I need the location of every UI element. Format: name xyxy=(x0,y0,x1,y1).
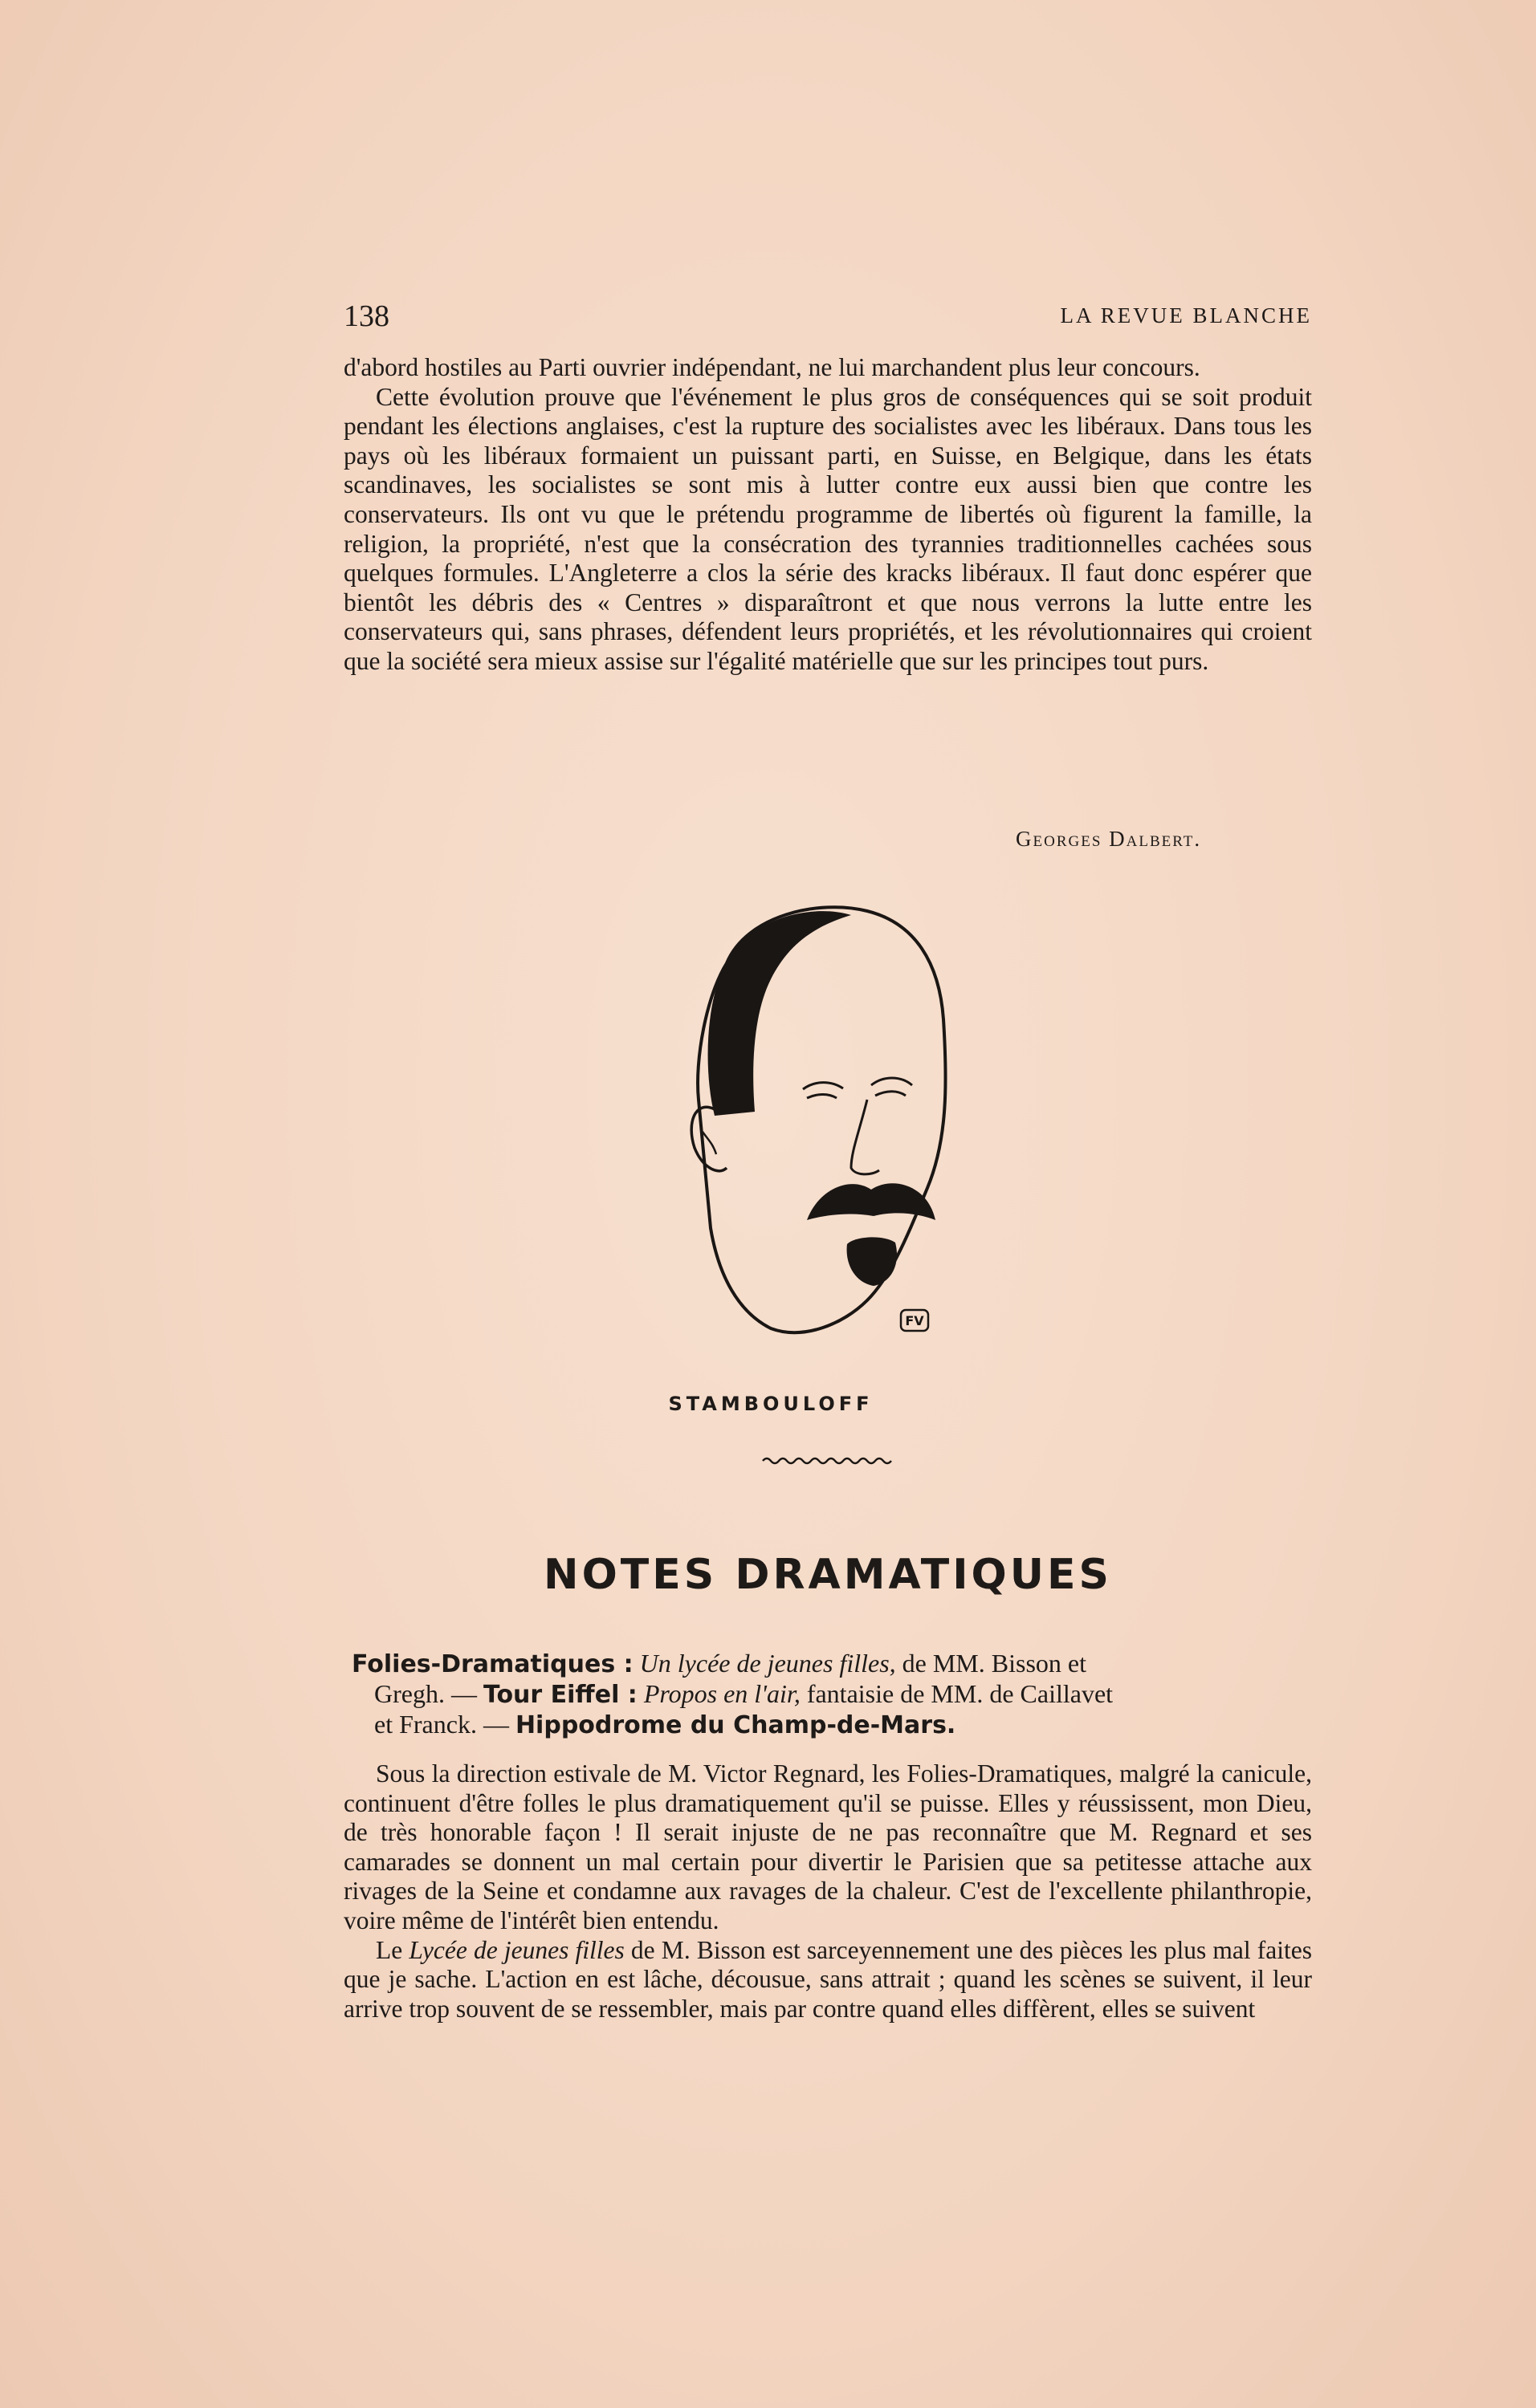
program-text: Gregh. — xyxy=(374,1679,483,1708)
paragraph: d'abord hostiles au Parti ouvrier indépendant, ne lui marchandent plus leur concours. xyxy=(344,353,1200,381)
program-line xyxy=(352,1679,1312,1710)
notes-body xyxy=(344,1759,1312,2024)
page-number: 138 xyxy=(344,299,389,333)
program-text: fantaisie de MM. de Caillavet xyxy=(800,1679,1114,1708)
paragraph: Cette évolution prouve que l'événement le plus gros de conséquences qui se soit produit pendant les élections anglaises, c'est la rupture des socialistes avec les libéraux. Dans tous les pays où les libéraux formaient un puissant parti, en Suisse, en Belgique, dans les états scandinaves, les socialistes se sont mis à lutter contre eux aussi bien que contre les conservateurs. Ils ont vu que le prétendu programme de libertés où figurent la famille, la religion, la propriété, n'est que la consécration des tyrannies traditionnelles cachées sous quelques formules. L'Angleterre a clos la série des kracks libéraux. Il faut donc espérer que bientôt les débris des « Centres » disparaîtront et que nous verrons la lutte entre les conservateurs qui, sans phrases, défendent leurs propriétés, et les révolutionnaires qui croient que la société sera mieux assise sur l'égalité matérielle que sur les principes tout purs. xyxy=(344,382,1312,675)
section-title: NOTES DRAMATIQUES xyxy=(544,1551,1112,1599)
author-signature: Georges Dalbert. xyxy=(1016,827,1202,851)
venue-name: Hippodrome du Champ-de-Mars. xyxy=(515,1711,956,1739)
program-line xyxy=(352,1649,1312,1679)
program-line xyxy=(352,1710,1312,1740)
artist-monogram: FV xyxy=(905,1313,924,1328)
article-ending xyxy=(344,353,1312,677)
paragraph xyxy=(344,1936,1312,2024)
venue-name: Tour Eiffel : xyxy=(483,1681,638,1709)
page-header xyxy=(344,299,1312,339)
program-listing xyxy=(352,1649,1312,1740)
venue-name: Folies-Dramatiques : xyxy=(352,1650,634,1678)
play-title: Un lycée de jeunes filles, xyxy=(639,1649,896,1678)
play-title: Propos en l'air, xyxy=(643,1679,801,1708)
running-title: LA REVUE BLANCHE xyxy=(1060,303,1312,327)
paragraph-lead: Le xyxy=(376,1935,409,1964)
program-text: de MM. Bisson et xyxy=(895,1649,1086,1678)
caricature-portrait xyxy=(650,899,988,1373)
program-text: et Franck. — xyxy=(374,1710,515,1739)
paragraph-rest: de M. Bisson est sarceyennement une des pièces les plus mal faites que je sache. L'action en est lâche, décousue, sans attrait ; quand les scènes se suivent, il leur arrive trop souvent de se ressembler, mais par contre quand elles diffèrent, elles se suivent xyxy=(344,1935,1312,2023)
paragraph: Sous la direction estivale de M. Victor Regnard, les Folies-Dramatiques, malgré la canicule, continuent d'être folles le plus dramatiquement qu'il se puisse. Elles y réussissent, mon Dieu, de très honorable façon ! Il serait injuste de ne pas reconnaître que M. Regnard et ses camarades se donnent un mal certain pour divertir le Parisien que sa petitesse attache aux rivages de la Seine et condamne aux ravages de la chaleur. C'est de l'excellente philanthropie, voire même de l'intérêt bien entendu. xyxy=(344,1759,1312,1934)
play-title: Lycée de jeunes filles xyxy=(409,1935,625,1964)
portrait-caption: STAMBOULOFF xyxy=(668,1393,874,1415)
wavy-divider-ornament xyxy=(759,1453,895,1469)
